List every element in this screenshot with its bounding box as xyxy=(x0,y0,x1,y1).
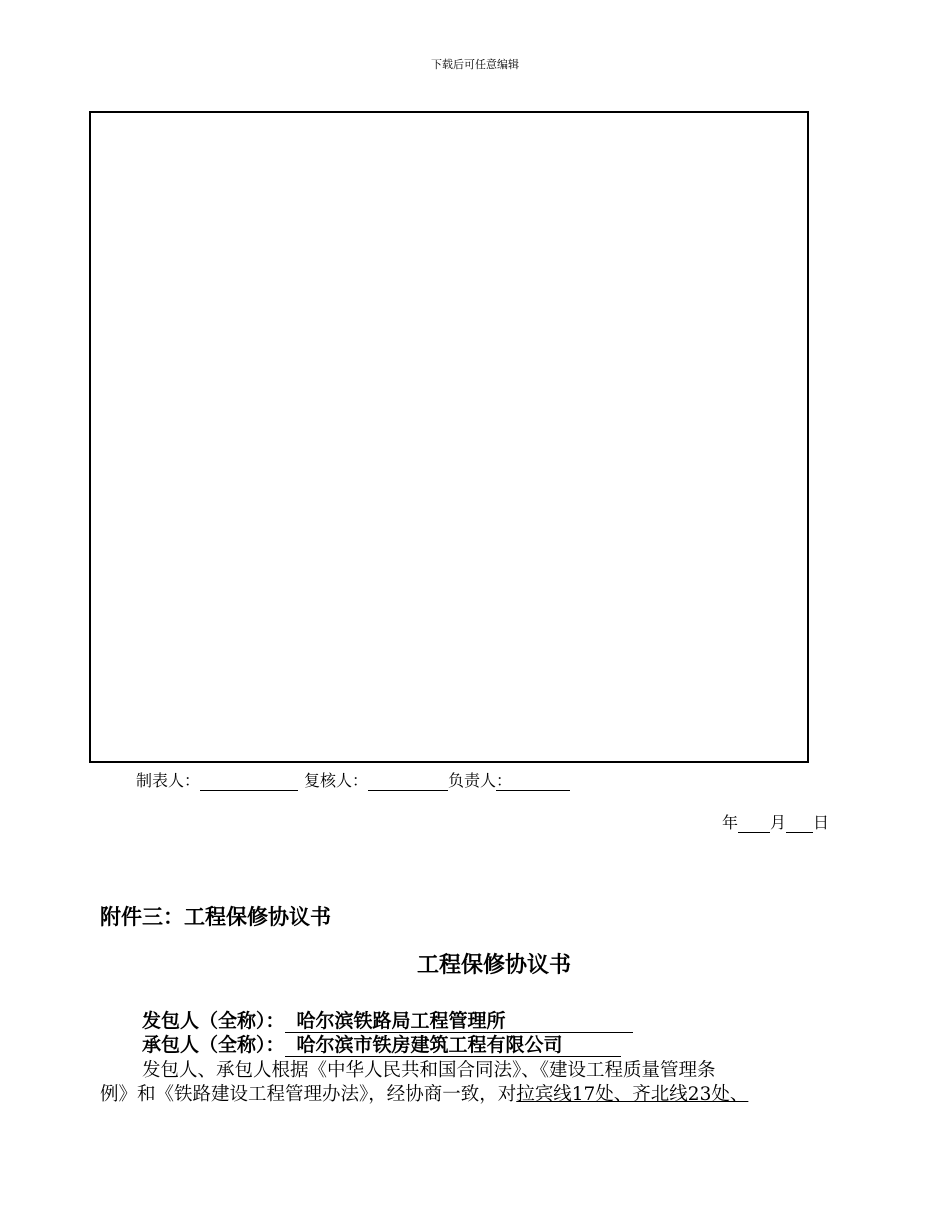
date-day-label: 日 xyxy=(813,813,830,832)
employer-row xyxy=(142,1006,633,1033)
month-blank[interactable] xyxy=(738,815,770,833)
agreement-paragraph-text: 例》和《铁路建设工程管理办法》，经协商一致，对 xyxy=(100,1084,517,1105)
page-header-note: 下载后可任意编辑 xyxy=(431,58,519,71)
agreement-paragraph-line1: 发包人、承包人根据《中华人民共和国合同法》、《建设工程质量管理条 xyxy=(142,1060,716,1081)
date-year-label: 年 xyxy=(722,813,739,832)
employer-label: 发包人（全称）： xyxy=(142,1010,285,1032)
responsible-label: 负责人 xyxy=(448,771,497,790)
date-line xyxy=(722,810,829,833)
preparer-label: 制表人： xyxy=(136,771,201,790)
contractor-name: 哈尔滨市铁房建筑工程有限公司 xyxy=(285,1034,621,1057)
agreement-paragraph-line2 xyxy=(100,1080,748,1106)
project-scope-text: 拉宾线17处、齐北线23处、 xyxy=(516,1084,749,1105)
contractor-label: 承包人（全称）： xyxy=(142,1034,285,1056)
day-blank[interactable] xyxy=(786,815,813,833)
employer-name: 哈尔滨铁路局工程管理所 xyxy=(285,1010,633,1033)
date-month-label: 月 xyxy=(770,813,787,832)
reviewer-blank[interactable] xyxy=(368,773,448,791)
contractor-row xyxy=(142,1030,621,1057)
attachment-heading: 附件三：工程保修协议书 xyxy=(100,904,331,929)
signature-line xyxy=(136,768,570,791)
document-title: 工程保修协议书 xyxy=(416,952,571,978)
blank-table-frame xyxy=(89,111,809,763)
responsible-colon: ： xyxy=(496,771,513,790)
preparer-blank[interactable] xyxy=(200,773,298,791)
responsible-blank[interactable] xyxy=(496,771,570,791)
reviewer-label: 复核人： xyxy=(304,771,369,790)
